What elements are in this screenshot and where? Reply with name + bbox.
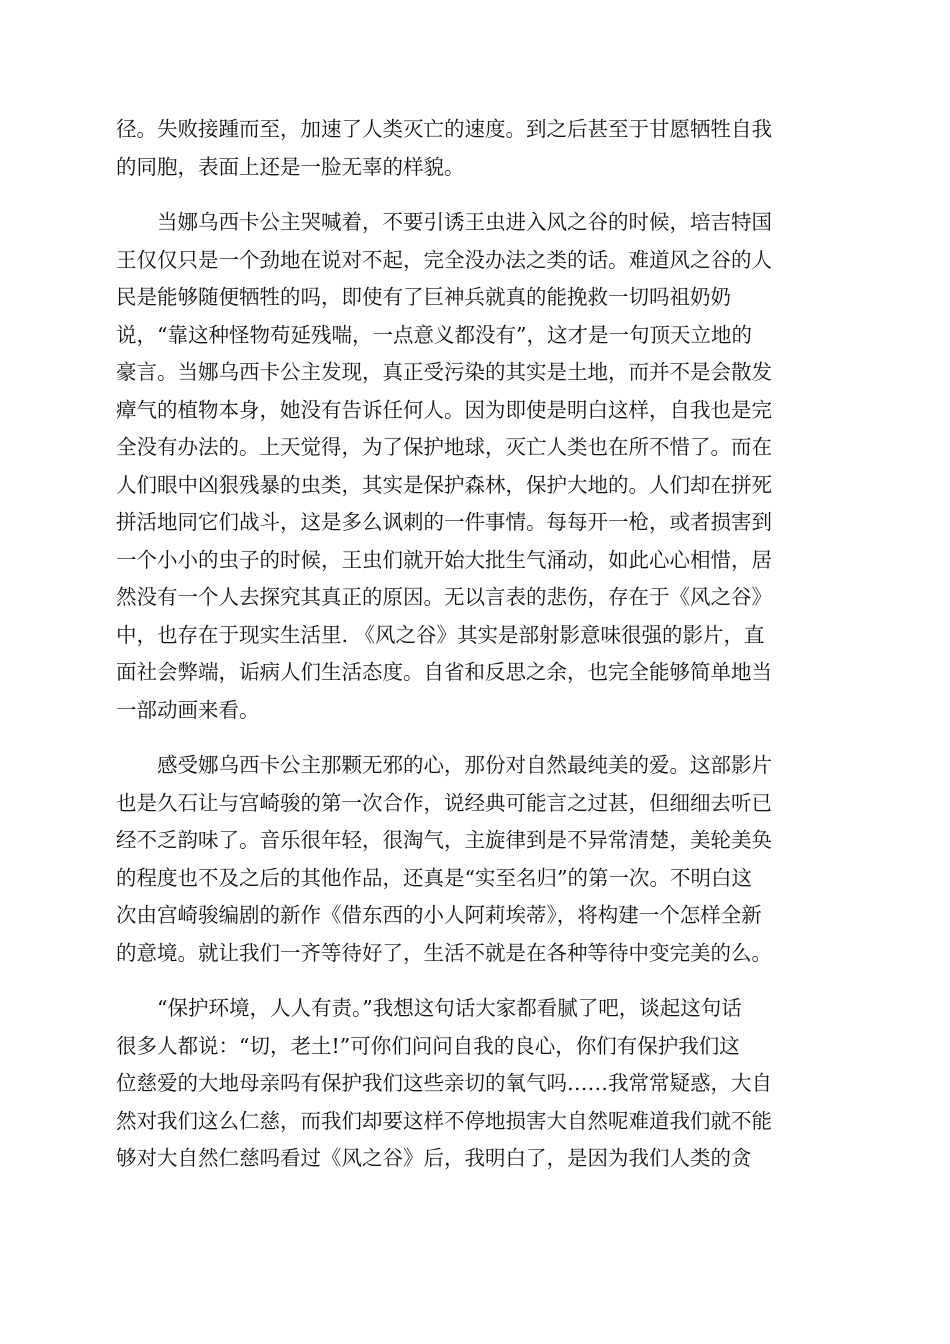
paragraph-line: 然没有一个人去探究其真正的原因。无以言表的悲伤，存在于《风之谷》 (116, 585, 772, 609)
paragraph-line: 瘴气的植物本身，她没有告诉任何人。因为即使是明白这样，自我也是完 (116, 397, 772, 422)
paragraph-line: 够对大自然仁慈吗看过《风之谷》后，我明白了，是因为我们人类的贪 (116, 1146, 752, 1170)
paragraph-line: 感受娜乌西卡公主那颗无邪的心，那份对自然最纯美的爱。这部影片 (116, 753, 772, 777)
paragraph-line: 一个小小的虫子的时候，王虫们就开始大批生气涌动，如此心心相惜，居 (116, 547, 772, 572)
paragraph-line: 王仅仅只是一个劲地在说对不起，完全没办法之类的话。难道风之谷的人 (116, 247, 772, 272)
paragraph-2 (116, 204, 836, 729)
paragraph-line: 然对我们这么仁慈，而我们却要这样不停地损害大自然呢难道我们就不能 (116, 1108, 772, 1133)
paragraph-line: 一部动画来看。 (116, 697, 260, 722)
paragraph-line: “保护环境，人人有责。”我想这句话大家都看腻了吧，谈起这句话 (116, 996, 742, 1020)
paragraph-line: 的程度也不及之后的其他作品，还真是“实至名归”的第一次。不明白这 (116, 865, 752, 890)
paragraph-spacer (116, 972, 836, 990)
paragraph-line: 经不乏韵味了。音乐很年轻，很淘气，主旋律到是不异常清楚，美轮美奂 (116, 828, 772, 852)
paragraph-line: 中，也存在于现实生活里. 《风之谷》其实是部射影意味很强的影片，直 (116, 622, 765, 647)
paragraph-line: 说，“靠这种怪物苟延残喘，一点意义都没有”，这才是一句顶天立地的 (116, 322, 752, 347)
article-body (116, 111, 836, 1178)
paragraph-3 (116, 747, 836, 972)
paragraph-4 (116, 990, 836, 1178)
paragraph-line: 拼活地同它们战斗，这是多么讽刺的一件事情。每每开一枪，或者损害到 (116, 510, 772, 534)
paragraph-line: 的同胞，表面上还是一脸无辜的样貌。 (116, 154, 465, 179)
paragraph-line: 民是能够随便牺牲的吗，即使有了巨神兵就真的能挽救一切吗祖奶奶 (116, 285, 731, 309)
paragraph-1 (116, 111, 836, 186)
paragraph-spacer (116, 186, 836, 204)
paragraph-line: 人们眼中凶狠残暴的虫类，其实是保护森林，保护大地的。人们却在拼死 (116, 472, 772, 497)
paragraph-line: 的意境。就让我们一齐等待好了，生活不就是在各种等待中变完美的么。 (116, 940, 772, 965)
paragraph-line: 面社会弊端，诟病人们生活态度。自省和反思之余，也完全能够简单地当 (116, 660, 772, 684)
paragraph-line: 次由宫崎骏编剧的新作《借东西的小人阿莉埃蒂》，将构建一个怎样全新 (116, 903, 762, 927)
paragraph-line: 豪言。当娜乌西卡公主发现，真正受污染的其实是土地，而并不是会散发 (116, 360, 772, 384)
paragraph-line: 径。失败接踵而至，加速了人类灭亡的速度。到之后甚至于甘愿牺牲自我 (116, 117, 772, 141)
paragraph-line: 全没有办法的。上天觉得，为了保护地球，灭亡人类也在所不惜了。而在 (116, 435, 772, 459)
paragraph-line: 位慈爱的大地母亲吗有保护我们这些亲切的氧气吗……我常常疑惑，大自 (116, 1071, 772, 1095)
paragraph-line: 当娜乌西卡公主哭喊着，不要引诱王虫进入风之谷的时候，培吉特国 (116, 210, 772, 234)
paragraph-line: 很多人都说：“切，老土!”可你们问问自我的良心，你们有保护我们这 (116, 1033, 740, 1058)
paragraph-spacer (116, 729, 836, 747)
paragraph-line: 也是久石让与宫崎骏的第一次合作，说经典可能言之过甚，但细细去听已 (116, 790, 772, 815)
